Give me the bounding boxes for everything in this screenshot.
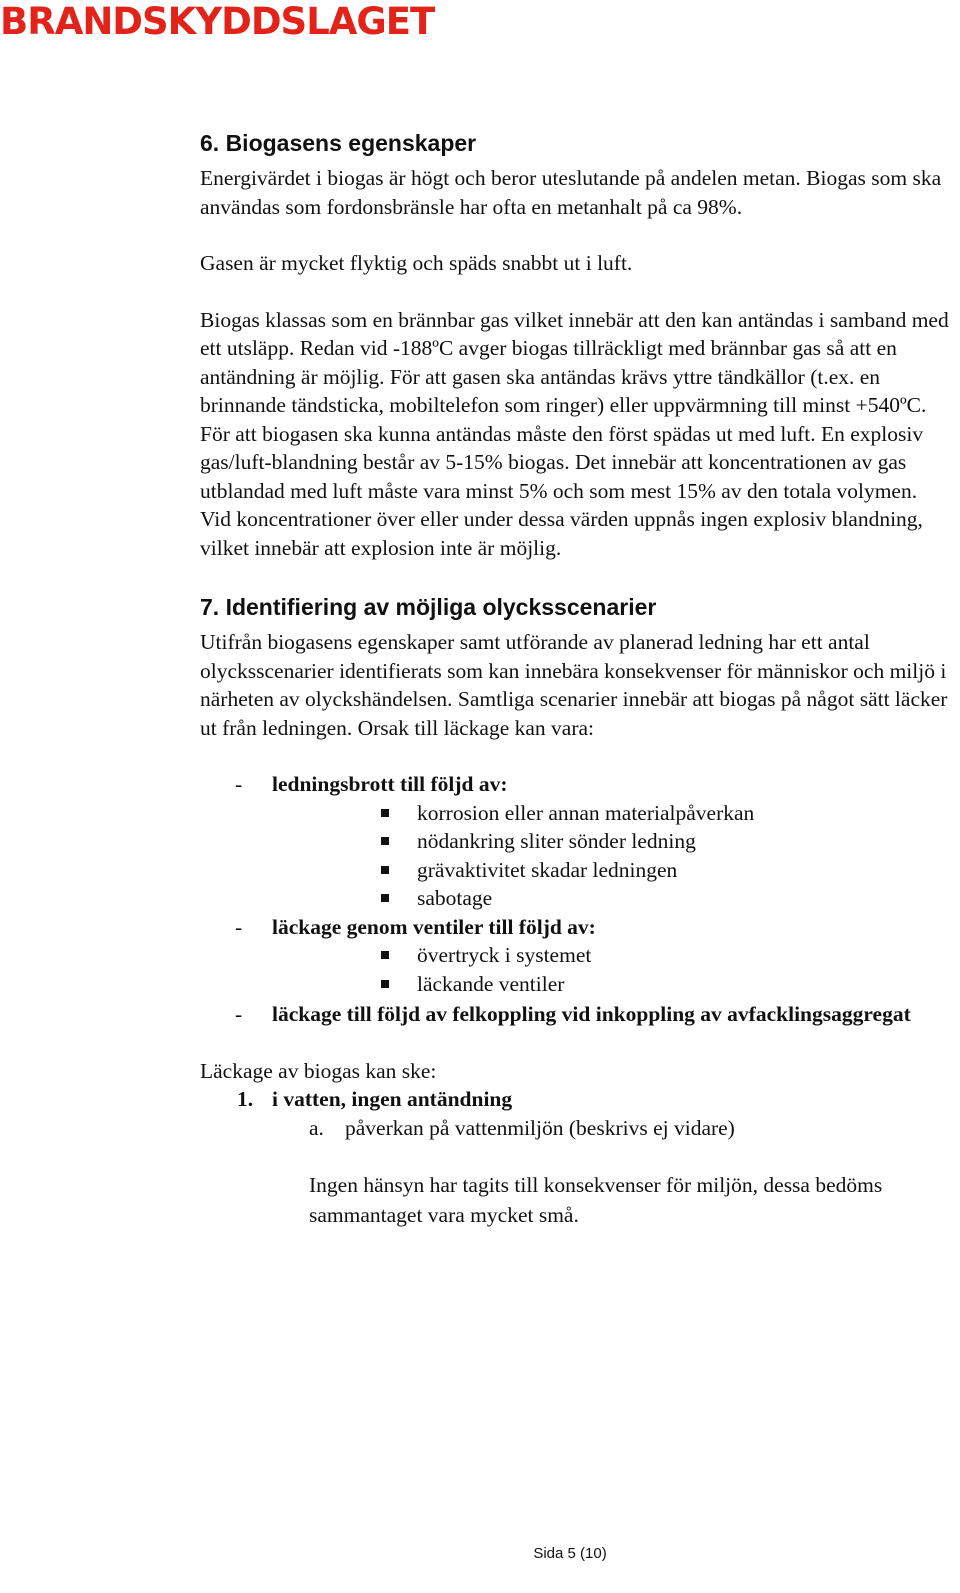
cause-detail: nödankring sliter sönder ledning: [417, 829, 696, 853]
cause-label: läckage till följd av felkoppling vid inkoppling av avfacklingsaggregat: [272, 1002, 911, 1026]
cause-detail: övertryck i systemet: [417, 943, 592, 967]
section-7-heading: 7. Identifiering av möjliga olycksscenarier: [200, 594, 657, 620]
leak-note: Ingen hänsyn har tagits till konsekvenser för miljön, dessa bedöms sammantaget vara mycket små.: [309, 1173, 883, 1227]
dash-marker: -: [235, 1002, 243, 1026]
leak-intro: Läckage av biogas kan ske:: [200, 1058, 437, 1083]
square-bullet-icon: [381, 894, 389, 902]
leak-case-label: i vatten, ingen antändning: [272, 1087, 513, 1111]
dash-marker: -: [235, 914, 243, 939]
brand-logo: BRANDSKYDDSLAGET: [0, 0, 435, 43]
list-letter: a.: [309, 1115, 324, 1140]
paragraph-scenarios-intro: Utifrån biogasens egenskaper samt utförande av planerad ledning har ett antal olycksscenarier identifierats som kan innebära konsekvenser för människor och miljö i närheten av olyckshändelsen. Samtliga scenarier innebär att biogas på något sätt läcker ut från ledningen. Orsak till läckage kan vara:: [200, 630, 948, 740]
cause-detail: läckande ventiler: [417, 971, 565, 996]
list-item: [200, 856, 952, 885]
list-item: [200, 941, 952, 970]
list-item: [200, 1000, 952, 1029]
square-bullet-icon: [381, 980, 389, 988]
cause-detail: sabotage: [417, 886, 493, 910]
leak-sub-item: påverkan på vattenmiljön (beskrivs ej vidare): [345, 1115, 735, 1140]
square-bullet-icon: [381, 866, 389, 874]
square-bullet-icon: [381, 837, 389, 845]
list-item: [200, 1085, 952, 1114]
list-item: [200, 1114, 952, 1143]
square-bullet-icon: [381, 951, 389, 959]
list-number: 1.: [237, 1087, 254, 1111]
dash-marker: -: [235, 772, 243, 796]
page-number: Sida 5 (10): [533, 1545, 607, 1562]
paragraph-flammability: Biogas klassas som en brännbar gas vilket innebär att den kan antändas i samband med ett utsläpp. Redan vid -188ºC avger biogas tillräckligt med brännbar gas så att en antändning är möjlig. För att gasen ska antändas krävs yttre tändkällor (t.ex. en brinnande tändsticka, mobiltelefon som ringer) eller uppvärmning till minst +540ºC. För att biogasen ska kunna antändas måste den först spädas ut med luft. En explosiv gas/luft-blandning består av 5-15% biogas. Det innebär att koncentrationen av gas utblandad med luft måste vara minst 5% och som mest 15% av den totala volymen. Vid koncentrationer över eller under dessa värden uppnås ingen explosiv blandning, vilket innebär att explosion inte är möjlig.: [200, 307, 949, 560]
cause-label: ledningsbrott till följd av:: [272, 772, 508, 796]
list-item: [200, 799, 952, 828]
section-6-heading: 6. Biogasens egenskaper: [200, 130, 477, 156]
list-item: [200, 913, 952, 942]
paragraph-volatility: Gasen är mycket flyktig och späds snabbt ut i luft.: [200, 251, 633, 275]
list-item: [200, 770, 952, 799]
list-item: [200, 884, 952, 913]
list-item: [200, 827, 952, 856]
paragraph-energy: Energivärdet i biogas är högt och beror uteslutande på andelen metan. Biogas som ska användas som fordonsbränsle har ofta en metanhalt på ca 98%.: [200, 166, 942, 219]
document-body: [200, 128, 952, 1230]
cause-detail: korrosion eller annan materialpåverkan: [417, 800, 755, 825]
causes-list: [200, 770, 952, 1029]
cause-detail: grävaktivitet skadar ledningen: [417, 857, 678, 882]
cause-label: läckage genom ventiler till följd av:: [272, 914, 596, 939]
list-item: [200, 970, 952, 999]
square-bullet-icon: [381, 809, 389, 817]
